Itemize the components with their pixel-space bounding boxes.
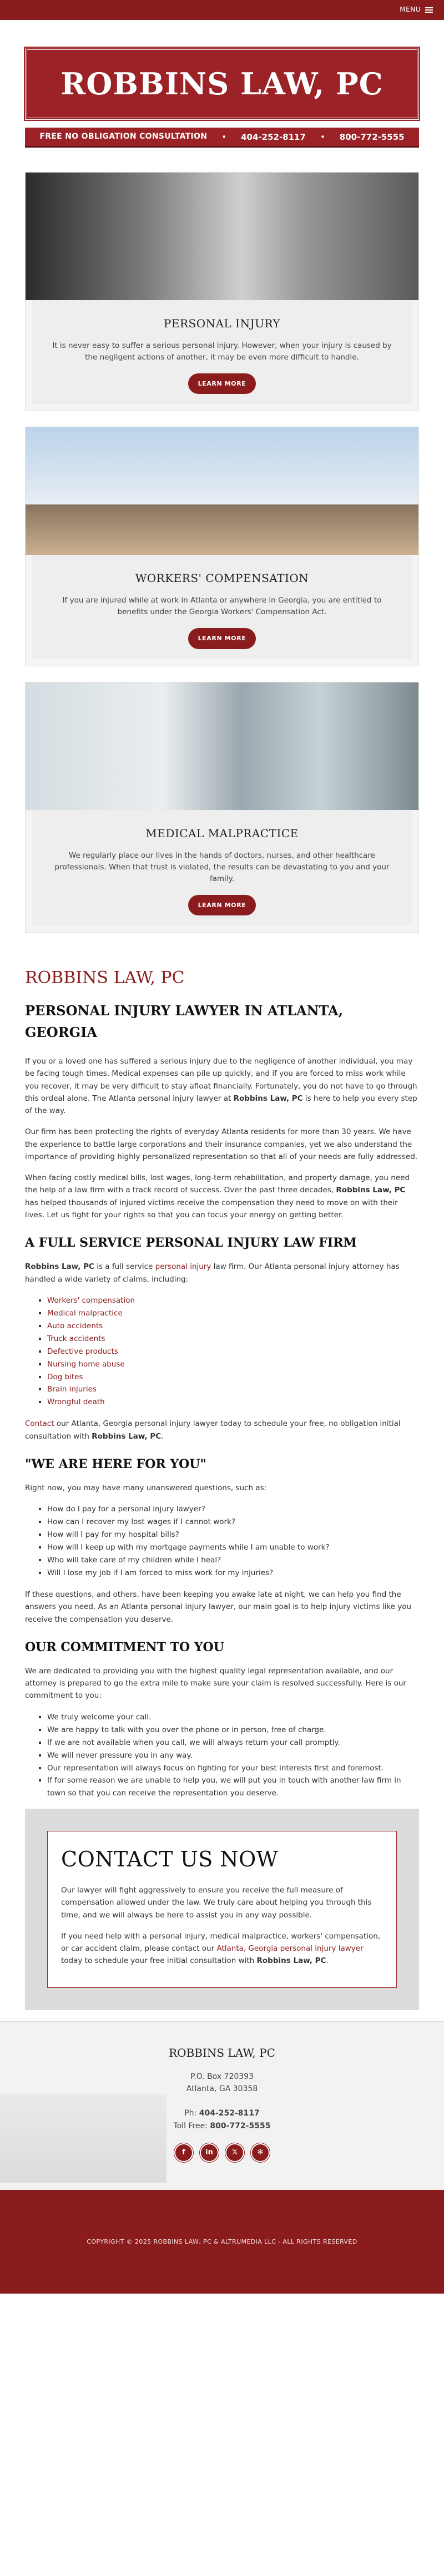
track-record-paragraph: When facing costly medical bills, lost wages, long-term rehabilitation, and property damage, you need the help of a law firm with a track record of success. Over the past three decades, Robbins Law, PC has helped thousands of injured victims receive the compensation they need to move on with their lives. Let us fight for your rights so that you can focus your energy on getting better. (25, 1173, 410, 1219)
learn-more-button[interactable]: LEARN MORE (188, 895, 256, 916)
atlanta-lawyer-link[interactable]: Atlanta, Georgia personal injury lawyer (216, 1944, 364, 1953)
commitment-item: ▪ We are happy to talk with you over the phone or in person, free of charge. (47, 1724, 419, 1737)
learn-more-button[interactable]: LEARN MORE (188, 628, 256, 649)
practice-area-item (47, 1294, 419, 1307)
answers-paragraph: If these questions, and others, have been keeping you awake late at night, we can help you find the answers you need. As an Atlanta personal injury lawyer, our main goal is to help injury victims like you receive the compensation you deserve. (25, 1590, 412, 1624)
practice-area-item-link[interactable]: Dog bites (47, 1372, 83, 1381)
contact-paragraph-2: If you need help with a personal injury, medical malpractice, workers' compensation, or car accident claim, please contact our Atlanta, Georgia personal injury lawyer today to schedule your free initial consultation with Robbins Law, PC. (61, 1931, 381, 1966)
commitment-item: ▪ We truly welcome your call. (47, 1711, 419, 1724)
commitment-list (47, 1711, 419, 1800)
commitment-item: ▪ If for some reason we are unable to help you, we will put you in touch with another law firm in town so that you can receive the representation you deserve. (47, 1774, 419, 1800)
contact-section (25, 1809, 419, 2010)
menu-label: MENU (400, 6, 421, 14)
practice-area-item (47, 1345, 419, 1358)
card-text: We regularly place our lives in the hands of doctors, nurses, and other healthcare professionals. When that trust is violated, the results can be devastating to you and your family. (54, 851, 390, 883)
hamburger-icon (425, 6, 433, 14)
commitment-item: ▪ If we are not available when you call, we will always return your call promptly. (47, 1737, 419, 1749)
top-bar (0, 0, 444, 20)
question-item: ▪ How will I pay for my hospital bills? (47, 1529, 419, 1541)
contact-box (47, 1831, 397, 1987)
linkedin-icon[interactable]: in (200, 2143, 219, 2162)
question-item: ▪ Will I lose my job if I am forced to miss work for my injuries? (47, 1567, 419, 1580)
card-title: WORKERS' COMPENSATION (135, 571, 309, 585)
card-title: PERSONAL INJURY (163, 317, 281, 330)
construction-worker-photo (26, 427, 418, 555)
commitment-item: ▪ We will never pressure you in any way. (47, 1749, 419, 1762)
commitment-paragraph: We are dedicated to providing you with the highest quality legal representation available, and our attorney is prepared to go the extra mile to make sure your claim is resolved successfully. Here is our commitment to you: (25, 1666, 406, 1701)
full-service-heading: A FULL SERVICE PERSONAL INJURY LAW FIRM (25, 1236, 357, 1251)
card-medical-malpractice (25, 682, 419, 933)
footer-tollfree-link[interactable]: 800-772-5555 (210, 2121, 271, 2130)
site-logo[interactable] (25, 48, 419, 120)
experience-paragraph: Our firm has been protecting the rights of everyday Atlanta residents for more than 30 years. We have the experience to battle large corporations and their insurance companies, yet we also understand the importance of providing highly personalized representation so that all of your needs are fully addressed. (25, 1127, 418, 1161)
practice-area-item-link[interactable]: Truck accidents (47, 1334, 105, 1343)
contact-paragraph-1: Our lawyer will fight aggressively to ensure you receive the full measure of compensation allowed under the law. We truly care about helping you through this time, and we will always be here to assist you in any way possible. (61, 1886, 372, 1920)
practice-area-item-link[interactable]: Workers' compensation (47, 1295, 135, 1305)
site-title: ROBBINS LAW, PC (25, 968, 185, 988)
practice-area-item-link[interactable]: Wrongful death (47, 1398, 105, 1407)
practice-area-item-link[interactable]: Defective products (47, 1347, 118, 1356)
crutches-photo (26, 173, 418, 300)
card-text: It is never easy to suffer a serious personal injury. However, when your injury is caused by the negligent actions of another, it may be even more difficult to handle. (52, 341, 392, 362)
social-links (0, 2143, 444, 2162)
practice-area-item (47, 1383, 419, 1396)
question-item: ▪ How do I pay for a personal injury lawyer? (47, 1503, 419, 1516)
contact-strip (25, 128, 419, 148)
facebook-icon[interactable]: f (174, 2143, 193, 2162)
main-content (0, 948, 444, 2021)
site-header (0, 20, 444, 172)
practice-area-item (47, 1320, 419, 1333)
question-item: ▪ How can I recover my lost wages if I cannot work? (47, 1516, 419, 1529)
questions-intro: Right now, you may have many unanswered questions, such as: (25, 1484, 267, 1493)
practice-area-item (47, 1333, 419, 1345)
card-title: MEDICAL MALPRACTICE (145, 826, 299, 840)
commitment-heading: OUR COMMITMENT TO YOU (25, 1639, 224, 1654)
card-personal-injury (25, 172, 419, 411)
footer-firm-name: ROBBINS LAW, PC (169, 2046, 275, 2059)
intro-paragraph: If you or a loved one has suffered a serious injury due to the negligence of another individual, you may be facing tough times. Medical expenses can pile up quickly, and if you are forced to miss work while you recover, it may be very difficult to stay afloat financially. Fortunately, you do not have to go through this ordeal alone. The Atlanta personal injury lawyer at Robbins Law, PC is here to help you every step of the way. (25, 1057, 417, 1116)
practice-area-item-link[interactable]: Nursing home abuse (47, 1359, 125, 1369)
footer-po-box: P.O. Box 720393 (190, 2072, 254, 2081)
x-icon[interactable]: 𝕏 (225, 2143, 244, 2162)
commitment-item: ▪ Our representation will always focus on fighting for your best interests first and foremost. (47, 1762, 419, 1775)
copyright-bar (0, 2190, 444, 2294)
practice-area-item (47, 1358, 419, 1371)
practice-cards (0, 172, 444, 933)
footer-phone-link[interactable]: 404-252-8117 (199, 2109, 260, 2118)
free-consultation-text: FREE NO OBLIGATION CONSULTATION (39, 132, 208, 141)
practice-area-item (47, 1371, 419, 1384)
practice-areas-list (47, 1294, 419, 1409)
separator-dot: • (221, 131, 227, 142)
contact-link[interactable]: Contact (25, 1419, 54, 1429)
footer-city: Atlanta, GA 30358 (186, 2084, 258, 2094)
practice-area-item-link[interactable]: Medical malpractice (47, 1308, 123, 1318)
questions-list (47, 1503, 419, 1580)
here-for-you-heading: "WE ARE HERE FOR YOU" (25, 1456, 206, 1471)
logo-text: ROBBINS LAW, PC (60, 65, 384, 102)
yelp-icon[interactable]: ✻ (251, 2143, 270, 2162)
site-footer (0, 2021, 444, 2190)
question-item: ▪ Who will take care of my children while I heal? (47, 1554, 419, 1567)
practice-area-item-link[interactable]: Auto accidents (47, 1321, 103, 1330)
copyright-text: COPYRIGHT © 2025 ROBBINS LAW, PC & ALTRUMEDIA LLC - ALL RIGHTS RESERVED (87, 2238, 357, 2245)
phone-link-tollfree[interactable]: 800-772-5555 (339, 131, 405, 142)
card-text: If you are injured while at work in Atlanta or anywhere in Georgia, you are entitled to benefits under the Georgia Workers' Compensation Act. (62, 596, 382, 617)
footer-phone: Ph: 404-252-8117 (184, 2109, 260, 2118)
contact-cta-paragraph: Contact our Atlanta, Georgia personal injury lawyer today to schedule your free, no obligation initial consultation with Robbins Law, PC. (25, 1419, 401, 1441)
page-heading: PERSONAL INJURY LAWYER IN ATLANTA, GEORGIA (25, 1003, 344, 1040)
separator-dot: • (320, 131, 325, 142)
footer-tollfree: Toll Free: 800-772-5555 (173, 2121, 271, 2130)
card-workers-comp (25, 427, 419, 666)
hospital-corridor-photo (26, 682, 418, 810)
contact-heading: CONTACT US NOW (61, 1847, 279, 1872)
phone-link-local[interactable]: 404-252-8117 (241, 131, 306, 142)
menu-button[interactable] (400, 4, 433, 15)
practice-area-item-link[interactable]: Brain injuries (47, 1385, 97, 1394)
personal-injury-link[interactable]: personal injury (155, 1262, 211, 1272)
learn-more-button[interactable]: LEARN MORE (188, 373, 256, 394)
practice-area-item (47, 1307, 419, 1320)
question-item: ▪ How will I keep up with my mortgage payments while I am unable to work? (47, 1541, 419, 1554)
full-service-paragraph: Robbins Law, PC is a full service personal injury law firm. Our Atlanta personal injury attorney has handled a wide variety of claims, including: (25, 1262, 400, 1284)
practice-area-item (47, 1396, 419, 1409)
